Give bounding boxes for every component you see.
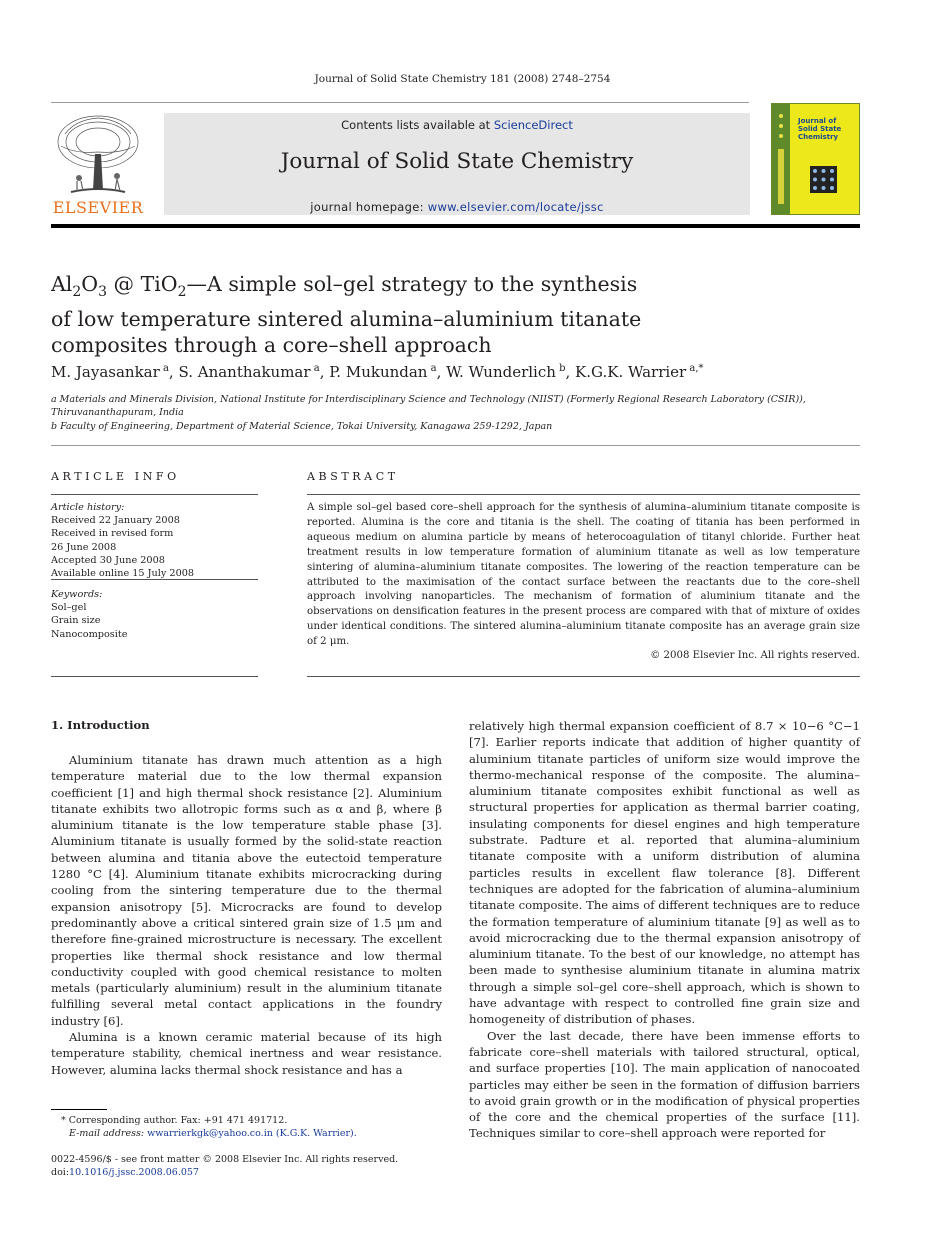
author-list: M. Jayasankar $^a$, S. Ananthakumar $^a$, P. Mukundan $^a$, W. Wunderlich $^b$, K.G.K. Warrier $^{a,*}$ bbox=[51, 363, 704, 381]
cover-crystal-image bbox=[810, 166, 837, 193]
abstract-copyright: © 2008 Elsevier Inc. All rights reserved. bbox=[650, 650, 860, 661]
keyword-item: Nanocomposite bbox=[51, 628, 128, 640]
keywords-rule bbox=[51, 676, 258, 677]
history-label: Article history: bbox=[51, 502, 125, 513]
article-title bbox=[51, 271, 771, 359]
homepage-line bbox=[164, 200, 750, 214]
elsevier-wordmark: ELSEVIER bbox=[52, 198, 144, 217]
body-paragraph: Over the last decade, there have been immense efforts to fabricate core–shell materials with tailored structural, optical, and surface properties [10]. The main application of nanocoated particles may either be seen in the formation of diffusion barriers to avoid grain growth or in the modification of physical properties of the core and the chemical properties of the surface [11]. Techniques similar to core–shell approach were reported for bbox=[469, 1028, 860, 1141]
doi-label: doi: bbox=[51, 1167, 70, 1179]
keyword-item: Grain size bbox=[51, 615, 101, 627]
cover-spine bbox=[772, 104, 790, 214]
front-matter-footer bbox=[51, 1153, 442, 1179]
history-rule bbox=[51, 579, 258, 580]
abstract-top-rule bbox=[307, 494, 860, 495]
body-paragraph: relatively high thermal expansion coefficient of 8.7 × 10−6 °C−1 [7]. Earlier reports indicate that addition of higher quantity of aluminium titanate particles of uniform size would improve the thermo-mechanical response of the composite. The alumina–aluminium titanate composites exhibit functional as well as structural properties for application as thermal barrier coating, insulating components for diesel engines and high temperature substrate. Padture et al. reported that alumina–aluminium titanate composite with a uniform distribution of alumina particles results in excellent flaw tolerance [8]. Different techniques are adopted for the fabrication of alumina–aluminium titanate composite. The aims of different techniques are to reduce the formation temperature of aluminium titanate [9] as well as to avoid microcracking due to the thermal expansion anisotropy of aluminium titanate. To the best of our knowledge, no attempt has been made to synthesise aluminium titanate in alumina matrix through a simple sol–gel core–shell approach, which is shown to have advantage with respect to controlled fine grain size and homogeneity of distribution of phases. bbox=[469, 719, 860, 1027]
affiliation-b: b Faculty of Engineering, Department of Material Science, Tokai University, Kanagawa 259-1292, Japan bbox=[51, 421, 553, 432]
affiliation-rule bbox=[51, 445, 860, 446]
section-heading-introduction: 1. Introduction bbox=[51, 718, 150, 732]
doi-link[interactable]: 10.1016/j.jssc.2008.06.057 bbox=[69, 1167, 199, 1179]
corresponding-author-note: * Corresponding author. Fax: +91 471 491712. bbox=[61, 1115, 288, 1126]
keyword-item: Sol–gel bbox=[51, 602, 87, 614]
footnote-rule bbox=[51, 1109, 107, 1110]
keywords bbox=[51, 588, 258, 641]
body-paragraph: Aluminium titanate has drawn much attention as a high temperature material due to the low thermal expansion coefficient [1] and high thermal shock resistance [2]. Aluminium titanate exhibits two allotropic forms such as α and β, where β aluminium titanate is the low temperature stable phase [3]. Aluminium titanate is usually formed by the solid-state reaction between alumina and titania above the eutectoid temperature 1280 °C [4]. Aluminium titanate exhibits microcracking during cooling from the sintering temperature due to the thermal expansion anisotropy [5]. Microcracks are found to develop predominantly above a critical sintered grain size of 1.5 μm and therefore fine-grained microstructure is necessary. The excellent properties like thermal shock resistance and low thermal conductivity coupled with good chemical resistance to molten metals (particularly aluminium) result in the aluminium titanate fulfilling several metal contact applications in the foundry industry [6]. bbox=[51, 753, 442, 1028]
article-history bbox=[51, 501, 258, 580]
journal-title: Journal of Solid State Chemistry bbox=[280, 149, 634, 174]
sciencedirect-link[interactable]: ScienceDirect bbox=[493, 118, 573, 132]
affiliation-a bbox=[51, 393, 861, 419]
title-line-3: composites through a core–shell approach bbox=[51, 333, 492, 358]
header-rule bbox=[51, 102, 749, 103]
title-line-1: $Al_2O_3$ @ TiO$_2$—A simple sol–gel strategy to the synthesis bbox=[51, 272, 638, 301]
body-column-right bbox=[469, 718, 860, 1142]
keywords-label: Keywords: bbox=[51, 589, 103, 600]
affiliation-a-line1: a Materials and Minerals Division, National Institute for Interdisciplinary Science and Technology (NIIST) (Formerly Regional Research Laboratory (CSIR)), bbox=[51, 394, 806, 405]
affiliation-a-line2: Thiruvananthapuram, India bbox=[51, 407, 184, 418]
homepage-prefix: journal homepage: bbox=[310, 200, 428, 214]
history-item: Available online 15 July 2008 bbox=[51, 568, 195, 580]
body-paragraph: Alumina is a known ceramic material because of its high temperature stability, chemical inertness and wear resistance. However, alumina lacks thermal shock resistance and has a bbox=[51, 1030, 442, 1077]
history-item: Received in revised form bbox=[51, 528, 174, 540]
issn-line: 0022-4596/$ - see front matter © 2008 Elsevier Inc. All rights reserved. bbox=[51, 1154, 399, 1165]
body-column-left bbox=[51, 752, 442, 1078]
masthead-rule bbox=[51, 224, 860, 228]
title-line-2: of low temperature sintered alumina–aluminium titanate bbox=[51, 306, 642, 331]
corresponding-author-footnote bbox=[51, 1114, 442, 1140]
history-item: Received 22 January 2008 bbox=[51, 515, 180, 527]
journal-cover bbox=[771, 103, 860, 215]
cover-title: Journal of Solid State Chemistry bbox=[798, 117, 842, 141]
article-info-rule bbox=[51, 494, 258, 495]
contents-line bbox=[164, 118, 750, 132]
contents-prefix: Contents lists available at bbox=[341, 118, 494, 132]
abstract-heading: ABSTRACT bbox=[307, 470, 399, 483]
email-link[interactable]: wwarrierkgk@yahoo.co.in (K.G.K. Warrier). bbox=[147, 1128, 357, 1140]
running-header: Journal of Solid State Chemistry 181 (2008) 2748–2754 bbox=[314, 73, 611, 85]
article-info-heading: ARTICLE INFO bbox=[51, 470, 180, 483]
abstract-bottom-rule bbox=[307, 676, 860, 677]
abstract-text: A simple sol–gel based core–shell approach for the synthesis of alumina–aluminium titanate composite is reported. Alumina is the core and titania is the shell. The coating of titania has been performed in aqueous medium on alumina particle by means of heterocoagulation of titanyl chloride. Further heat treatment results in low temperature formation of aluminium titanate as well as low temperature sintering of alumina–aluminium titanate composites. The lowering of the reaction temperature can be attributed to the maximisation of the contact surface between the reactants due to the core–shell approach involving nanoparticles. The mechanism of formation of aluminium titanate and the observations on densification features in the present process are compared with that of mixture of oxides under identical conditions. The sintered alumina–aluminium titanate composite has an average grain size of 2 μm. bbox=[307, 502, 860, 648]
history-item: 26 June 2008 bbox=[51, 541, 117, 553]
homepage-link[interactable]: www.elsevier.com/locate/jssc bbox=[427, 200, 604, 214]
email-label: E-mail address: bbox=[69, 1128, 148, 1140]
history-item: Accepted 30 June 2008 bbox=[51, 554, 165, 566]
